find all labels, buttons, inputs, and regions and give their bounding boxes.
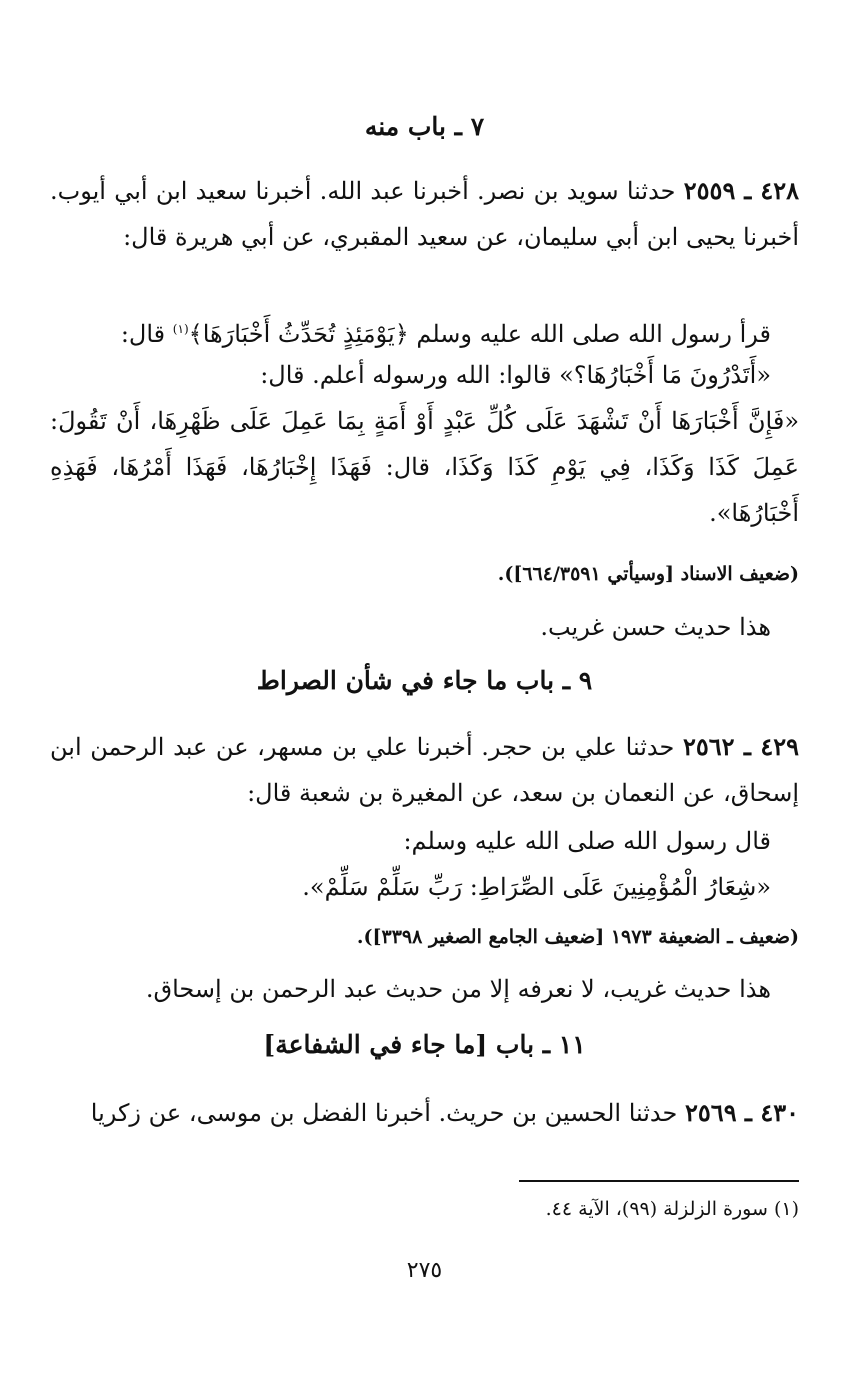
hadith-isnad: حدثنا سويد بن نصر. أخبرنا عبد الله. أخبرنا سعيد ابن أبي أيوب. أخبرنا يحيى ابن أبي سليمان، عن سعيد المقبري، عن أبي هريرة قال: <box>50 177 799 251</box>
hadith-isnad: حدثنا علي بن حجر. أخبرنا علي بن مسهر، عن عبد الرحمن ابن إسحاق، عن النعمان بن سعد، عن المغيرة بن شعبة قال: <box>50 733 799 807</box>
hadith-428-text-3: «فَإِنَّ أَخْبَارَهَا أَنْ تَشْهَدَ عَلَى كُلِّ عَبْدٍ أَوْ أَمَةٍ بِمَا عَمِلَ عَلَى ظَهْرِهَا، أَنْ تَقُولَ: عَمِلَ كَذَا وَكَذَا، فِي يَوْمِ كَذَا وَكَذَا، قال: فَهَذَا إِخْبَارُهَا، فَهَذَا أَمْرُهَا، فَهَذِهِ أَخْبَارُهَا». <box>50 407 799 527</box>
hadith-number: ٤٢٩ ـ ٢٥٦٢ <box>682 732 799 761</box>
footnote-separator <box>519 1180 799 1182</box>
grading-note: (ضعيف ـ الضعيفة ١٩٧٣ [ضعيف الجامع الصغير ٣٣٩٨]). <box>356 926 799 948</box>
hadith-429-text-2: «شِعَارُ الْمُؤْمِنِينَ عَلَى الصِّرَاطِ: رَبِّ سَلِّمْ سَلِّمْ». <box>302 873 771 901</box>
footnote-mark: (١) <box>773 1198 799 1220</box>
quran-verse-line: قرأ رسول الله صلى الله عليه وسلم ﴿يَوْمَئِذٍ تُحَدِّثُ أَخْبَارَهَا﴾ <box>188 320 771 348</box>
hadith-429-text-1: قال رسول الله صلى الله عليه وسلم: <box>403 827 771 855</box>
qala-word: قال: <box>120 320 166 348</box>
tirmidhi-comment: هذا حديث حسن غريب. <box>540 613 771 641</box>
footnote-text: سورة الزلزلة (٩٩)، الآية ٤٤. <box>545 1198 768 1220</box>
footnote-marker: (١) <box>172 322 189 336</box>
section-heading-sirat: ٩ ـ باب ما جاء في شأن الصراط <box>256 666 593 695</box>
hadith-429 <box>50 724 799 816</box>
page-number: ٢٧٥ <box>406 1258 443 1283</box>
grading-note: (ضعيف الاسناد [وسيأتي ٦٦٤/٣٥٩١]). <box>497 563 799 585</box>
hadith-number: ٤٣٠ ـ ٢٥٦٩ <box>685 1098 799 1127</box>
hadith-428-text-2: «أَتَدْرُونَ مَا أَخْبَارُهَا؟» قالوا: الله ورسوله أعلم. قال: <box>260 361 771 389</box>
tirmidhi-comment: هذا حديث غريب، لا نعرفه إلا من حديث عبد الرحمن بن إسحاق. <box>145 975 771 1003</box>
section-heading-shafaa: ١١ ـ باب [ما جاء في الشفاعة] <box>263 1030 586 1059</box>
hadith-number: ٤٢٨ ـ ٢٥٥٩ <box>683 176 799 205</box>
hadith-428-text-1 <box>50 306 771 357</box>
section-heading-bab-minhu: ٧ ـ باب منه <box>364 112 485 141</box>
hadith-isnad: حدثنا الحسين بن حريث. أخبرنا الفضل بن موسى، عن زكريا <box>90 1099 678 1127</box>
footnote <box>50 1198 799 1220</box>
hadith-430 <box>50 1090 799 1136</box>
hadith-428 <box>50 168 799 260</box>
